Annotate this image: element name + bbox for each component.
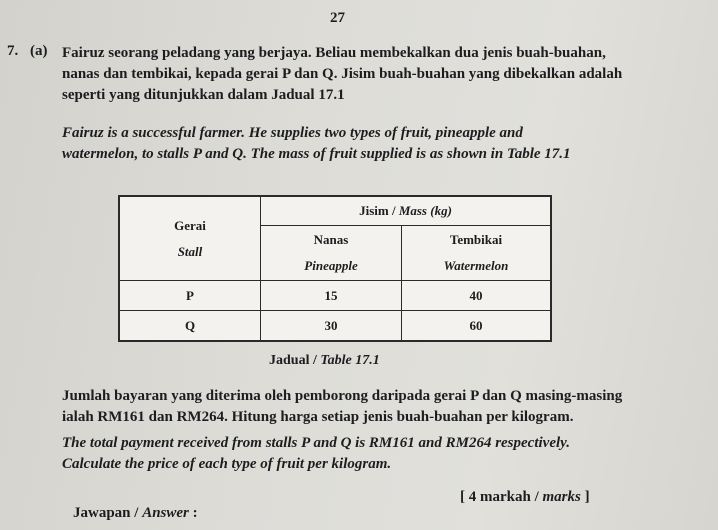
question-part: (a)	[30, 43, 48, 59]
caption-english: Table 17.1	[316, 353, 380, 368]
pineapple-header-english: Pineapple	[304, 258, 358, 273]
watermelon-mass-cell: 40	[402, 281, 552, 311]
question-english-line: watermelon, to stalls P and Q. The mass of fruit supplied is as shown in Table 17.1	[62, 146, 571, 162]
marks-label	[460, 489, 590, 506]
answer-malay: Jawapan /	[73, 505, 143, 521]
watermelon-header-malay: Tembikai	[449, 232, 503, 247]
mass-header-english: Mass (kg)	[395, 203, 452, 218]
answer-colon: :	[188, 505, 198, 521]
marks-english: marks	[542, 489, 581, 505]
instruction-english-line: Calculate the price of each type of fruit per kilogram.	[62, 456, 392, 472]
fruit-mass-table	[118, 195, 552, 342]
pineapple-mass-cell: 30	[261, 311, 402, 342]
table-row	[119, 311, 551, 342]
mass-header-cell	[261, 196, 552, 226]
marks-malay: [ 4 markah /	[460, 489, 543, 505]
instruction-english-line: The total payment received from stalls P and Q is RM161 and RM264 respectively.	[62, 435, 571, 451]
question-malay-line: Fairuz seorang peladang yang berjaya. Beliau membekalkan dua jenis buah-buahan,	[62, 45, 606, 61]
question-english-line: Fairuz is a successful farmer. He supplies two types of fruit, pineapple and	[62, 125, 523, 141]
instruction-malay-line: ialah RM161 dan RM264. Hitung harga setiap jenis buah-buahan per kilogram.	[62, 409, 574, 425]
pineapple-header-cell	[261, 226, 402, 281]
question-malay-line: nanas dan tembikai, kepada gerai P dan Q. Jisim buah-buahan yang dibekalkan adalah	[62, 66, 623, 82]
watermelon-mass-cell: 60	[402, 311, 552, 342]
watermelon-header-english: Watermelon	[443, 258, 509, 273]
question-number: 7.	[7, 43, 19, 59]
marks-close: ]	[580, 489, 590, 505]
table-row	[119, 281, 551, 311]
instruction-malay-line: Jumlah bayaran yang diterima oleh pemborong daripada gerai P dan Q masing-masing	[62, 388, 623, 404]
page-number: 27	[330, 10, 345, 26]
stall-header-english: Stall	[177, 243, 203, 259]
pineapple-mass-cell: 15	[261, 281, 402, 311]
stall-cell: Q	[119, 311, 261, 342]
stall-cell: P	[119, 281, 261, 311]
pineapple-header-malay: Nanas	[313, 232, 349, 247]
watermelon-header-cell	[402, 226, 552, 281]
stall-header-cell	[119, 196, 261, 281]
caption-malay: Jadual /	[269, 353, 317, 368]
mass-header-malay: Jisim /	[359, 203, 396, 218]
question-malay-line: seperti yang ditunjukkan dalam Jadual 17.1	[62, 87, 345, 103]
table-caption	[269, 353, 380, 369]
answer-english: Answer	[142, 505, 189, 521]
answer-label	[73, 505, 198, 522]
stall-header-malay: Gerai	[174, 217, 206, 233]
